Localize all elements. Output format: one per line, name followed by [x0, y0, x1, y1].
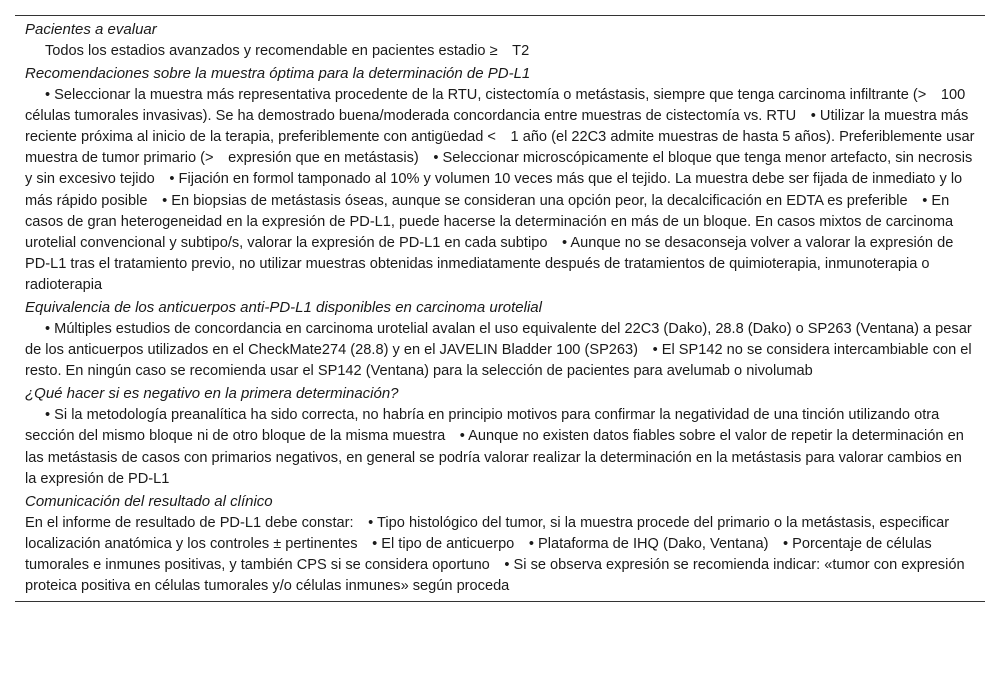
section-heading-negativo: ¿Qué hacer si es negativo en la primera determinación?: [25, 385, 399, 403]
section-content-pacientes: Todos los estadios avanzados y recomendable en pacientes estadio ≥ T2: [45, 43, 530, 59]
section-heading-anticuerpos: Equivalencia de los anticuerpos anti-PD-L1 disponibles en carcinoma urotelial: [25, 299, 542, 317]
section-heading-muestra: Recomendaciones sobre la muestra óptima para la determinación de PD-L1: [25, 65, 531, 83]
section-heading-comunicacion: Comunicación del resultado al clínico: [25, 492, 273, 510]
section-content-muestra: • Seleccionar la muestra más representativa procedente de la RTU, cistectomía o metástasis, siempre que tenga carcinoma infiltrante (> 100 células tumorales invasivas). Se ha demostrado buena/moderada concordancia entre muestras de cistectomía vs. RTU • Utilizar la muestra más reciente próxima al inicio de la terapia, preferiblemente con antigüedad < 1 año (el 22C3 admite muestras de hasta 5 años). Preferiblemente usar muestra de tumor primario (> expresión que en metástasis) • Seleccionar microscópicamente el bloque que tenga menor artefacto, sin necrosis y sin excesivo tejido • Fijación en formol tamponado al 10% y volumen 10 veces más que el tejido. La muestra debe ser fijada de inmediato y lo más rápido posible • En biopsias de metástasis óseas, aunque se consideran una opción peor, la decalcificación en EDTA es preferible • En casos de gran heterogeneidad en la expresión de PD-L1, puede hacerse la determinación en más de un bloque. En casos mixtos de carcinoma urotelial convencional y subtipo/s, valorar la expresión de PD-L1 en cada subtipo • Aunque no se desaconseja volver a valorar la expresión de PD-L1 tras el tratamiento previo, no utilizar muestras obtenidas inmediatamente después de tratamientos de quimioterapia, inmunoterapia o radioterapia: [25, 87, 975, 293]
section-heading-pacientes: Pacientes a evaluar: [25, 21, 157, 38]
recommendations-table: [15, 15, 985, 602]
section-content-comunicacion: En el informe de resultado de PD-L1 debe constar: • Tipo histológico del tumor, si la muestra procede del primario o la metástasis, especificar localización anatómica y los controles ± pertinentes • El tipo de anticuerpo • Plataforma de IHQ (Dako, Ventana) • Porcentaje de células tumorales e inmunes positivas, y también CPS si se considera oportuno • Si se observa expresión se recomienda indicar: «tumor con expresión proteica positiva en células tumorales y/o células inmunes» según proceda: [25, 514, 965, 594]
section-content-anticuerpos: • Múltiples estudios de concordancia en carcinoma urotelial avalan el uso equivalente del 22C3 (Dako), 28.8 (Dako) o SP263 (Ventana) a pesar de los anticuerpos utilizados en el CheckMate274 (28.8) y en el JAVELIN Bladder 100 (SP263) • El SP142 no se considera intercambiable con el resto. En ningún caso se recomienda usar el SP142 (Ventana) para la selección de pacientes para avelumab o nivolumab: [25, 321, 972, 380]
section-content-negativo: • Si la metodología preanalítica ha sido correcta, no habría en principio motivos para confirmar la negatividad de una tinción utilizando otra sección del mismo bloque ni de otro bloque de la misma muestra • Aunque no existen datos fiables sobre el valor de repetir la determinación en las metástasis de casos con primarios negativos, en general se podría valorar realizar la determinación en la metástasis para valorar cambios en la expresión de PD-L1: [25, 407, 964, 487]
